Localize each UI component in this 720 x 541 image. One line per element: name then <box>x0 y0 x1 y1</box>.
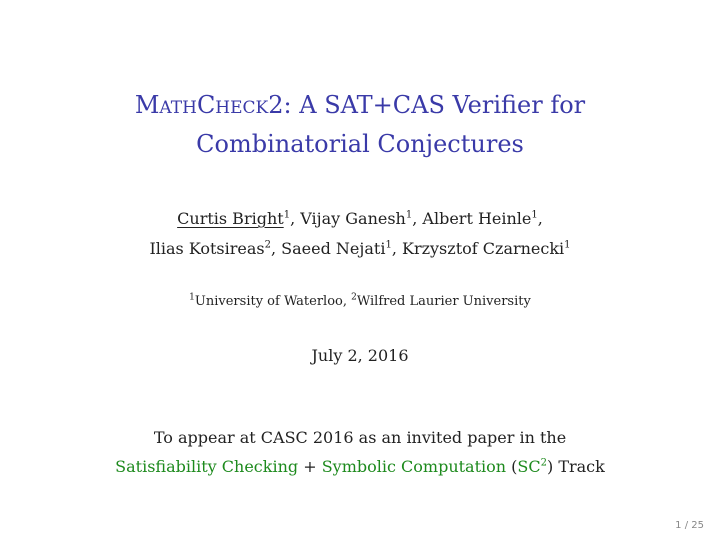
author-affiliation-mark: 2 <box>264 239 271 251</box>
title-mathcheck-part2: Check <box>196 91 269 119</box>
authors-line-1: Curtis Bright$^1$, Vijay Ganesh$^1$, Albert Heinle$^1$, <box>177 209 543 228</box>
author-name: Ilias Kotsireas <box>149 239 265 258</box>
author-affiliation-mark: 1 <box>405 209 413 221</box>
affiliations: $^1$University of Waterloo, $^2$Wilfred Laurier University <box>189 292 531 309</box>
track-text: Track <box>558 457 605 476</box>
presentation-date: July 2, 2016 <box>311 346 409 365</box>
title-mathcheck-part1: Math <box>134 91 197 119</box>
satisfiability-checking-text: Satisfiability Checking <box>115 457 299 476</box>
symbolic-computation-text: Symbolic Computation <box>321 457 507 476</box>
title-rest: : A SAT+CAS Verifier for <box>283 91 586 119</box>
sc-superscript: 2 <box>540 457 547 469</box>
slide-title-line-2: Combinatorial Conjectures <box>196 130 524 158</box>
author-name: Saeed Nejati <box>281 239 386 258</box>
slide-title-line-1 <box>0 88 720 122</box>
affiliation-number: 2 <box>351 292 357 303</box>
author-affiliation-mark: 1 <box>385 239 392 251</box>
plus-sign: + <box>303 457 317 476</box>
author-affiliation-mark: 1 <box>531 209 538 221</box>
affiliation-name: University of Waterloo <box>194 294 343 309</box>
author-affiliation-mark: 1 <box>564 239 571 251</box>
author-affiliation-mark: 1 <box>283 209 291 221</box>
author-name: Krzysztof Czarnecki <box>401 239 565 258</box>
author-name: Vijay Ganesh <box>300 209 406 228</box>
appearance-note-line-2: Satisfiability Checking + Symbolic Computation $(SC^2)$ Track <box>115 457 605 476</box>
title-mathcheck-number: 2 <box>268 91 284 119</box>
authors-line-2: Ilias Kotsireas$^2$, Saeed Nejati$^1$, Krzysztof Czarnecki$^1$ <box>149 239 571 258</box>
appearance-note-line-1: To appear at CASC 2016 as an invited paper in the <box>153 428 567 447</box>
affiliation-name: Wilfred Laurier University <box>356 294 531 309</box>
author-name: Curtis Bright <box>177 209 284 228</box>
page-number: 1 / 25 <box>675 520 704 531</box>
affiliation-number: 1 <box>189 292 195 303</box>
sc-label: SC <box>517 457 541 476</box>
author-name: Albert Heinle <box>422 209 532 228</box>
